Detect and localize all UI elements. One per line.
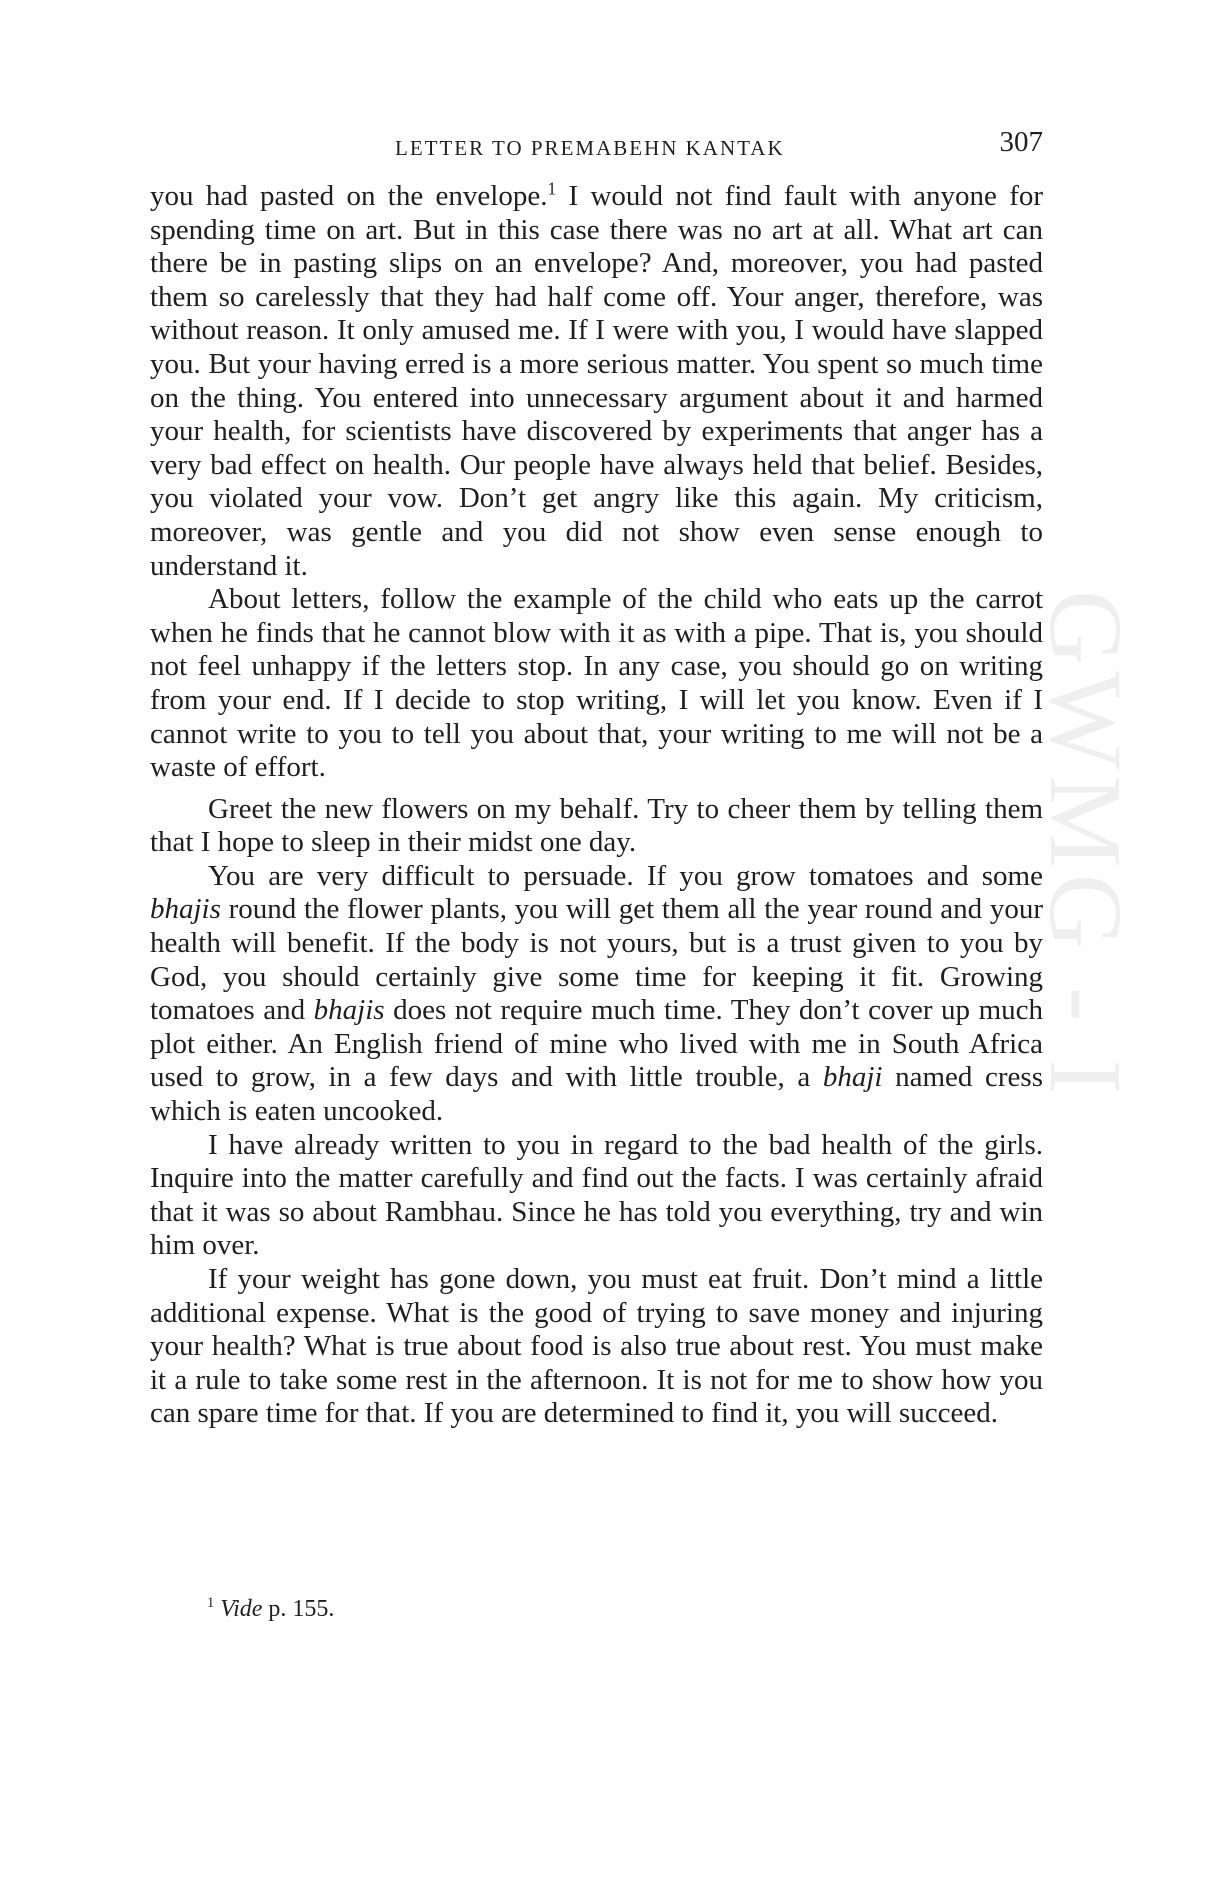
paragraph-1-lead: you had pasted on the envelope. xyxy=(150,180,548,212)
paragraph-4-part-1: You are very difficult to persuade. If you grow tomatoes and some xyxy=(208,859,1043,892)
paragraph-4 xyxy=(150,860,1043,1129)
running-head: LETTER TO PREMABEHN KANTAK xyxy=(395,136,785,160)
footnote xyxy=(207,1596,334,1623)
paragraph-4-part-2: round the flower plants, you will get them all the year round and your health will benefit. If the body is not yours, but is a trust given to you by God, you should certainly give some time for keeping it fit. Growing tomatoes and xyxy=(150,893,1043,1027)
term-bhaji: bhaji xyxy=(822,1061,883,1094)
paragraph-4-part-3: does not require much time. They don’t cover up much plot either. An English friend of mine who lived with me in South Africa used to grow, in a few days and with little trouble, a xyxy=(150,994,1043,1094)
footnote-text: p. 155. xyxy=(262,1596,335,1622)
footnote-label: Vide xyxy=(220,1596,263,1622)
paragraph-3: Greet the new flowers on my behalf. Try to cheer them by telling them that I hope to sleep in their midst one day. xyxy=(150,792,1043,859)
watermark xyxy=(1028,590,1145,1270)
paragraph-6: If your weight has gone down, you must eat fruit. Don’t mind a little additional expense. What is the good of trying to save money and injuring your health? What is true about food is also true about rest. You must make it a rule to take some rest in the afternoon. It is not for me to show how you can spare time for that. If you are determined to find it, you will succeed. xyxy=(150,1263,1043,1430)
letter-body xyxy=(150,180,1043,1431)
paragraph-1-text: I would not find fault with anyone for spending time on art. But in this case there was no art at all. What art can there be in pasting slips on an envelope? And, moreover, you had pasted them so carelessly that they had half come off. Your anger, therefore, was without reason. It only amused me. If I were with you, I would have slapped you. But your having erred is a more serious matter. You spent so much time on the thing. You entered into unnecessary argument about it and harmed your health, for scientists have discovered by experiments that anger has a very bad effect on health. Our people have always held that belief. Besides, you violated your vow. Don’t get angry like this again. My criticism, moreover, was gentle and you did not show even sense enough to understand it. xyxy=(150,180,1044,582)
term-bhajis-1: bhajis xyxy=(150,893,221,926)
term-bhajis-2: bhajis xyxy=(313,994,385,1027)
page-header xyxy=(150,126,1043,166)
paragraph-1 xyxy=(150,180,1043,583)
paragraph-4-part-4: named cress which is eaten uncooked. xyxy=(150,1061,1043,1128)
footnote-number: 1 xyxy=(207,1595,215,1611)
paragraph-2: About letters, follow the example of the child who eats up the carrot when he finds that he cannot blow with it as with a pipe. That is, you should not feel unhappy if the letters stop. In any case, you should go on writing from your end. If I decide to stop writing, I will let you know. Even if I cannot write to you to tell you about that, your writing to me will not be a waste of effort. xyxy=(150,583,1043,784)
footnote-reference: 1 xyxy=(547,178,557,199)
watermark-text: GWMG - I xyxy=(1028,590,1143,1101)
paragraph-5: I have already written to you in regard to the bad health of the girls. Inquire into the matter carefully and find out the facts. I was certainly afraid that it was so about Rambhau. Since he has told you everything, try and win him over. xyxy=(150,1128,1043,1262)
page-number: 307 xyxy=(999,126,1043,158)
